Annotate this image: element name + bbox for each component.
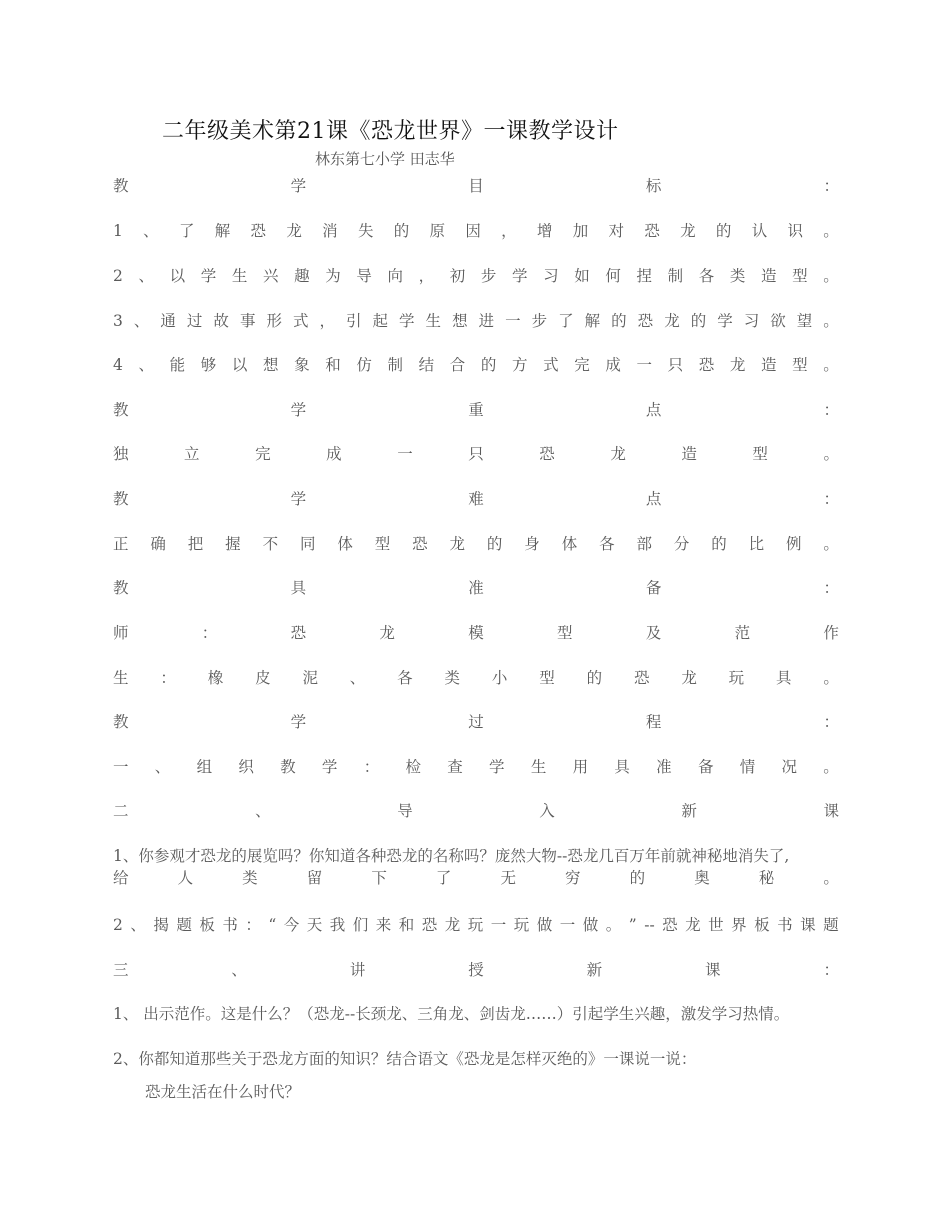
glyph: 书 [222,916,238,934]
glyph: 能 [169,356,186,374]
glyph: 板 [754,916,770,934]
glyph: 教 [113,490,129,508]
glyph: 做 [536,916,553,934]
glyph: 生 [113,669,129,687]
glyph: 型 [792,356,808,374]
glyph: 奥 [694,869,710,887]
glyph: 入 [539,802,555,820]
glyph: 龙 [664,312,680,330]
glyph: 、 [255,802,271,820]
glyph: 起 [372,312,389,330]
glyph: 完 [255,445,271,463]
glyph: 学 [290,401,307,419]
glyph: 消 [322,222,338,240]
glyph: 重 [468,401,484,419]
glyph: 课 [823,802,839,820]
glyph: 望 [796,312,813,330]
glyph: 各 [397,669,413,687]
glyph: 具 [614,758,630,776]
glyph: 准 [468,579,484,597]
glyph: 恐 [637,312,654,330]
glyph: 龙 [286,222,302,240]
glyph: 恐 [290,624,307,642]
glyph: 把 [187,535,204,553]
glyph: 解 [214,222,231,240]
glyph: 。 [823,669,839,687]
glyph: 造 [681,445,697,463]
glyph: 制 [387,356,403,374]
glyph: 恐 [644,222,660,240]
glyph: 和 [325,356,341,374]
glyph: 皮 [255,669,271,687]
text-line [113,174,839,196]
glyph: 导 [397,802,413,820]
glyph: 们 [352,916,369,934]
text-line [113,309,839,331]
glyph: ： [823,177,839,195]
glyph: 类 [444,669,461,687]
glyph: 捏 [636,267,652,285]
glyph: 学 [321,758,338,776]
glyph: 型 [539,669,555,687]
text-line [113,398,839,420]
glyph: 类 [729,267,746,285]
glyph: 课 [705,961,721,979]
glyph: 一 [397,445,413,463]
glyph: 一 [505,312,521,330]
glyph: 。 [823,222,839,240]
glyph: 向 [387,267,403,285]
glyph: 龙 [680,222,696,240]
glyph: ： [823,579,839,597]
glyph: 增 [536,222,553,240]
text-line [113,755,839,777]
glyph: 留 [306,869,323,887]
glyph: 点 [645,401,662,419]
glyph: 学 [200,267,217,285]
glyph: 泥 [302,669,318,687]
glyph: 二 [113,802,129,820]
glyph: 引 [346,312,362,330]
glyph: 恐 [421,916,438,934]
glyph: 步 [531,312,548,330]
glyph: 式 [543,356,559,374]
glyph: 秘 [758,869,775,887]
glyph: ： [363,758,380,776]
text-line: 1、 出示范作。这是什么？（恐龙--长颈龙、三角龙、剑齿龙……）引起学生兴趣，激发学习热情。 [113,1005,790,1023]
glyph: 、 [154,758,171,776]
glyph: 做 [582,916,599,934]
glyph: 龙 [449,535,466,553]
glyph: 部 [636,535,652,553]
glyph: 4 [113,356,123,374]
glyph: 今 [283,916,300,934]
glyph: 只 [468,445,484,463]
glyph: -- [644,916,655,934]
glyph: 原 [429,222,446,240]
glyph: 2 [113,916,123,934]
glyph: 具 [290,579,307,597]
text-line [113,487,839,509]
glyph: ： [245,916,261,934]
glyph: 。 [823,535,839,553]
glyph: 比 [748,535,765,553]
glyph: 的 [480,356,497,374]
glyph: 教 [113,713,129,731]
glyph: 无 [500,869,516,887]
glyph: 型 [374,535,391,553]
text-line [113,532,839,554]
glyph: 类 [242,869,258,887]
glyph: ” [628,916,637,934]
glyph: 玩 [467,916,484,934]
glyph: 新 [586,961,603,979]
text-line [113,576,839,598]
glyph: 人 [177,869,194,887]
glyph: 用 [572,758,589,776]
glyph: 不 [262,535,279,553]
glyph: 教 [113,579,129,597]
glyph: 恐 [412,535,428,553]
glyph: 了 [558,312,574,330]
paragraph-line [113,867,839,889]
glyph: “ [268,916,277,934]
glyph: 橡 [207,669,224,687]
glyph: 一 [559,916,576,934]
glyph: 握 [225,535,241,553]
glyph: 的 [690,312,707,330]
glyph: 给 [113,869,129,887]
glyph: 分 [673,535,690,553]
glyph: 如 [574,267,590,285]
glyph: 体 [337,535,353,553]
text-line [113,442,839,464]
glyph: 的 [393,222,410,240]
glyph: 方 [511,356,528,374]
glyph: 标 [645,177,662,195]
text-line [113,710,839,732]
document-author: 林东第七小学 田志华 [315,150,455,168]
glyph: 欲 [770,312,786,330]
glyph: 以 [231,356,248,374]
glyph: 以 [169,267,186,285]
paragraph-intro [113,845,839,889]
glyph: 、 [143,222,159,240]
glyph: 、 [231,961,247,979]
glyph: 龙 [379,624,395,642]
glyph: 玩 [728,669,745,687]
glyph: 导 [356,267,372,285]
glyph: 师 [113,624,129,642]
glyph: 过 [186,312,203,330]
glyph: 准 [656,758,672,776]
glyph: 对 [608,222,625,240]
glyph: 点 [645,490,662,508]
glyph: 造 [760,356,777,374]
glyph: 各 [698,267,715,285]
glyph: 教 [280,758,296,776]
glyph: ： [823,961,839,979]
glyph: 习 [743,312,760,330]
glyph: 生 [425,312,442,330]
glyph: 学 [290,490,307,508]
glyph: 教 [113,177,129,195]
glyph: 型 [792,267,808,285]
text-line [113,219,839,241]
glyph: 的 [486,535,503,553]
glyph: 情 [739,758,756,776]
glyph: 新 [681,802,697,820]
glyph: 造 [760,267,777,285]
glyph: 玩 [513,916,530,934]
glyph: 恐 [539,445,555,463]
glyph: 三 [113,961,129,979]
glyph: 范 [734,624,751,642]
glyph: 。 [823,445,839,463]
glyph: 况 [781,758,798,776]
glyph: 下 [371,869,387,887]
glyph: 识 [787,222,804,240]
glyph: 小 [491,669,508,687]
glyph: 想 [262,356,279,374]
document-title: 二年级美术第21课《恐龙世界》一课教学设计 [162,119,619,144]
glyph: 各 [599,535,615,553]
glyph: 龙 [610,445,626,463]
glyph: 通 [160,312,176,330]
glyph: 独 [113,445,129,463]
glyph: 世 [708,916,724,934]
glyph: 恐 [250,222,267,240]
glyph: 3 [113,312,123,330]
glyph: 揭 [153,916,169,934]
glyph: 因 [465,222,481,240]
glyph: 我 [329,916,346,934]
glyph: 备 [645,579,662,597]
glyph: 1 [113,222,123,240]
glyph: 龙 [729,356,746,374]
glyph: ： [823,401,839,419]
glyph: 检 [405,758,421,776]
glyph: 立 [184,445,200,463]
text-line [113,913,839,935]
glyph: 初 [449,267,466,285]
glyph: 、 [130,916,146,934]
glyph: 身 [524,535,540,553]
glyph: 及 [645,624,662,642]
glyph: 够 [200,356,217,374]
glyph: 学 [290,713,307,731]
glyph: 过 [468,713,484,731]
glyph: 组 [196,758,213,776]
glyph: 成 [326,445,342,463]
glyph: 步 [480,267,497,285]
glyph: 书 [777,916,793,934]
glyph: 板 [199,916,215,934]
glyph: 模 [468,624,484,642]
glyph: 龙 [685,916,701,934]
glyph: 了 [178,222,195,240]
glyph: 教 [113,401,129,419]
glyph: ， [319,312,335,330]
glyph: 了 [435,869,452,887]
text-line [113,958,839,980]
glyph: 作 [823,624,839,642]
text-line: 2、你都知道那些关于恐龙方面的知识？结合语文《恐龙是怎样灭绝的》一课说一说： [113,1050,697,1068]
glyph: 解 [584,312,601,330]
glyph: 习 [543,267,559,285]
glyph: 的 [611,312,627,330]
text-line [113,621,839,643]
glyph: 程 [645,713,662,731]
glyph: 生 [530,758,547,776]
glyph: 的 [586,669,603,687]
glyph: 天 [306,916,323,934]
glyph: 学 [511,267,528,285]
glyph: 认 [751,222,768,240]
glyph: 完 [574,356,590,374]
glyph: 象 [294,356,310,374]
glyph: 形 [266,312,282,330]
glyph: 体 [561,535,578,553]
glyph: 。 [605,916,622,934]
glyph: 学 [290,177,307,195]
glyph: 一 [636,356,652,374]
glyph: 、 [349,669,366,687]
glyph: 龙 [444,916,461,934]
glyph: 和 [398,916,415,934]
glyph: 只 [667,356,684,374]
glyph: ： [160,669,176,687]
glyph: 的 [629,869,646,887]
glyph: 的 [711,535,727,553]
glyph: ， [418,267,435,285]
glyph: 例 [786,535,802,553]
glyph: 。 [823,356,839,374]
glyph: 恐 [662,916,678,934]
glyph: 讲 [349,961,366,979]
glyph: 生 [231,267,248,285]
text-line [113,264,839,286]
glyph: 。 [823,758,839,776]
glyph: ： [823,490,839,508]
text-line [113,666,839,688]
glyph: 龙 [681,669,697,687]
glyph: 成 [605,356,621,374]
glyph: 故 [213,312,229,330]
glyph: 授 [468,961,484,979]
glyph: 正 [113,535,129,553]
glyph: 界 [731,916,747,934]
glyph: 的 [715,222,732,240]
text-line [113,799,839,821]
glyph: ： [201,624,218,642]
glyph: 穷 [565,869,581,887]
glyph: 型 [556,624,573,642]
glyph: 结 [418,356,435,374]
glyph: 一 [113,758,129,776]
glyph: 题 [176,916,192,934]
glyph: 型 [752,445,768,463]
glyph: 失 [357,222,374,240]
glyph: 查 [447,758,463,776]
glyph: 制 [667,267,684,285]
glyph: 学 [489,758,505,776]
text-line: 恐龙生活在什么时代？ [145,1083,301,1101]
glyph: 课 [800,916,816,934]
glyph: 加 [572,222,589,240]
glyph: 事 [239,312,256,330]
glyph: 备 [697,758,714,776]
glyph: 同 [299,535,316,553]
glyph: 。 [823,869,839,887]
glyph: 兴 [262,267,279,285]
glyph: 趣 [294,267,310,285]
glyph: 来 [375,916,392,934]
glyph: 2 [113,267,123,285]
glyph: 一 [490,916,507,934]
glyph: 仿 [356,356,372,374]
glyph: ： [823,713,839,731]
glyph: 学 [399,312,415,330]
glyph: 、 [138,267,154,285]
text-line [113,353,839,375]
glyph: 想 [452,312,468,330]
glyph: 为 [325,267,341,285]
glyph: 何 [605,267,621,285]
glyph: ， [501,222,517,240]
glyph: 、 [133,312,150,330]
glyph: 织 [238,758,254,776]
glyph: 确 [150,535,166,553]
glyph: 学 [717,312,733,330]
glyph: 目 [468,177,484,195]
paragraph-line: 1、你参观才恐龙的展览吗？你知道各种恐龙的名称吗？庞然大物--恐龙几百万年前就神秘地消失了, [113,847,790,865]
glyph: 合 [449,356,466,374]
glyph: 恐 [698,356,715,374]
glyph: 。 [823,267,839,285]
glyph: 式 [292,312,309,330]
glyph: 难 [468,490,484,508]
glyph: 、 [138,356,154,374]
glyph: 进 [478,312,495,330]
glyph: 题 [823,916,839,934]
glyph: 具 [776,669,792,687]
glyph: 恐 [633,669,650,687]
glyph: 。 [823,312,839,330]
